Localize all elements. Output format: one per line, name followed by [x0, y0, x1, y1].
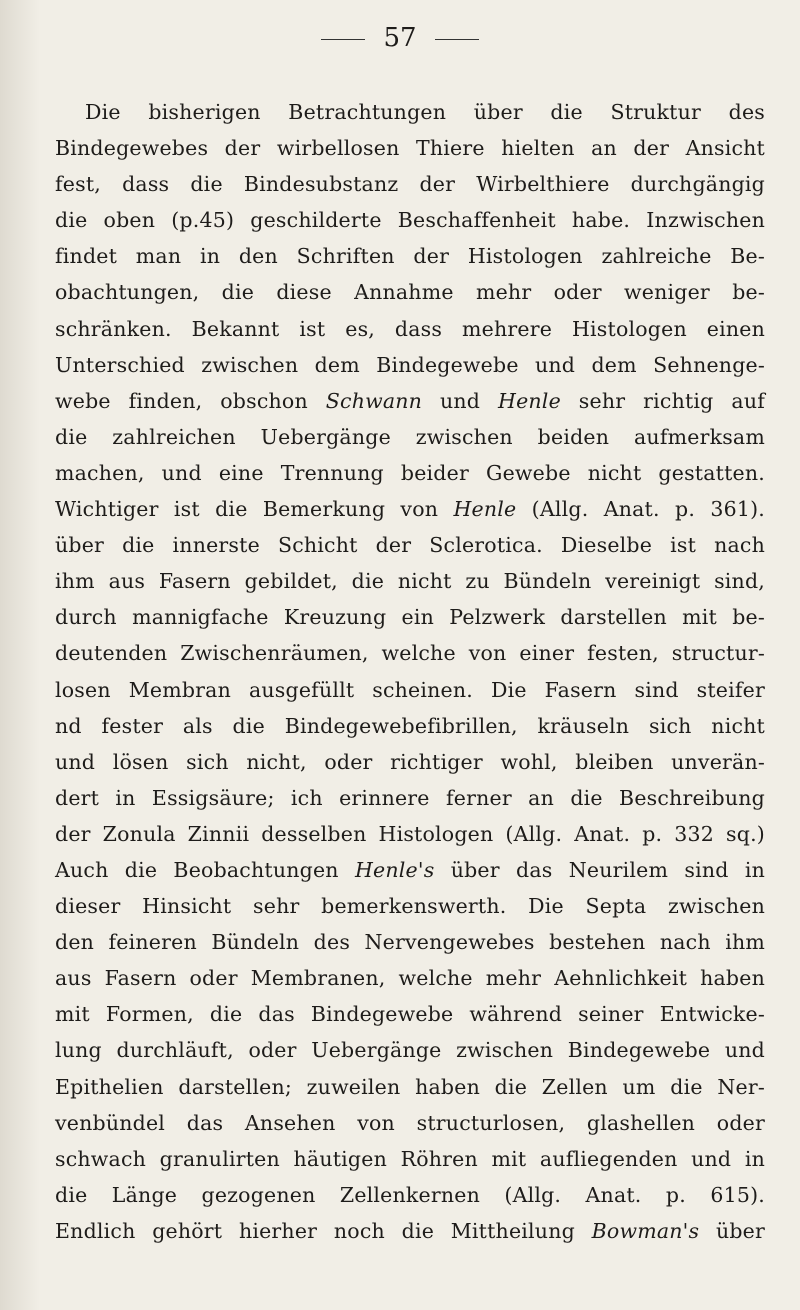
text-line: [55, 419, 765, 455]
text-line: [55, 1105, 765, 1141]
text-segment: mit Formen, die das Bindegewebe während seiner Entwicke-: [55, 1002, 765, 1027]
header-dash-left: [321, 39, 365, 40]
text-line: [55, 238, 765, 274]
text-segment: schränken. Bekannt ist es, dass mehrere Histologen einen: [55, 316, 765, 341]
text-line: [55, 852, 765, 888]
text-line: [55, 816, 765, 852]
text-segment: Bindegewebes der wirbellosen Thiere hielten an der Ansicht: [55, 136, 765, 161]
text-segment: sehr richtig auf: [560, 388, 766, 413]
text-line: [55, 744, 765, 780]
text-segment: den feineren Bündeln des Nervengewebes bestehen nach ihm: [55, 930, 765, 955]
text-segment: über die innerste Schicht der Sclerotica. Dieselbe ist nach: [55, 533, 765, 558]
text-segment: über das Neurilem sind in: [434, 857, 765, 882]
text-line: [55, 960, 765, 996]
text-line: [55, 347, 765, 383]
text-segment: aus Fasern oder Membranen, welche mehr Aehnlichkeit haben: [55, 966, 765, 991]
text-segment: lung durchläuft, oder Uebergänge zwischen Bindegewebe und: [55, 1038, 765, 1063]
text-segment: fest, dass die Bindesubstanz der Wirbelthiere durchgängig: [55, 172, 765, 197]
text-line: [55, 888, 765, 924]
text-segment: Epithelien darstellen; zuweilen haben die Zellen um die Ner-: [55, 1074, 765, 1099]
text-line: [55, 274, 765, 310]
text-line: [55, 202, 765, 238]
text-line: [55, 455, 765, 491]
text-line: [55, 311, 765, 347]
author-name: Henle: [498, 388, 561, 413]
text-segment: die oben (p.45) geschilderte Beschaffenheit habe. Inzwischen: [55, 208, 765, 233]
text-line: [55, 527, 765, 563]
text-segment: deutenden Zwischenräumen, welche von einer festen, structur-: [55, 641, 765, 666]
text-segment: nd fester als die Bindegewebefibrillen, kräuseln sich nicht: [55, 713, 765, 738]
text-segment: Auch die Beobachtungen: [55, 857, 355, 882]
text-line: [55, 996, 765, 1032]
author-name: Henle's: [354, 857, 435, 882]
text-line: [55, 491, 765, 527]
text-segment: durch mannigfache Kreuzung ein Pelzwerk darstellen mit be-: [55, 605, 765, 630]
text-segment: die Länge gezogenen Zellenkernen (Allg. Anat. p. 615).: [55, 1182, 765, 1207]
author-name: Bowman's: [591, 1218, 700, 1243]
page-number: 57: [383, 23, 417, 53]
text-segment: dieser Hinsicht sehr bemerkenswerth. Die Septa zwischen: [55, 894, 765, 919]
text-segment: (Allg. Anat. p. 361).: [516, 497, 765, 522]
text-line: [55, 672, 765, 708]
text-segment: webe finden, obschon: [55, 388, 326, 413]
text-segment: der Zonula Zinnii desselben Histologen (Allg. Anat. p. 332 sq.): [55, 821, 765, 846]
text-line: [55, 563, 765, 599]
text-segment: findet man in den Schriften der Histologen zahlreiche Be-: [55, 244, 765, 269]
text-segment: und lösen sich nicht, oder richtiger wohl, bleiben unverän-: [55, 749, 765, 774]
text-segment: venbündel das Ansehen von structurlosen, glashellen oder: [55, 1110, 765, 1135]
text-line: [55, 1213, 765, 1249]
text-line: [55, 1177, 765, 1213]
page-header: [0, 22, 800, 54]
text-segment: dert in Essigsäure; ich erinnere ferner an die Beschreibung: [55, 785, 765, 810]
text-segment: ihm aus Fasern gebildet, die nicht zu Bündeln vereinigt sind,: [55, 569, 765, 594]
text-line: [55, 1069, 765, 1105]
body-text: [55, 94, 765, 1249]
text-segment: Wichtiger ist die Bemerkung von: [55, 497, 454, 522]
text-segment: über: [699, 1218, 766, 1243]
page-edge-shadow: [0, 0, 40, 1310]
text-segment: Unterschied zwischen dem Bindegewebe und dem Sehnenge-: [55, 352, 765, 377]
text-line: [55, 1032, 765, 1068]
author-name: Henle: [453, 497, 517, 522]
text-line: [55, 924, 765, 960]
text-segment: Endlich gehört hierher noch die Mittheilung: [55, 1218, 592, 1243]
text-line: [55, 780, 765, 816]
text-line: [55, 94, 765, 130]
text-line: [55, 130, 765, 166]
text-line: [55, 1141, 765, 1177]
text-segment: machen, und eine Trennung beider Gewebe nicht gestatten.: [55, 460, 765, 485]
text-line: [55, 166, 765, 202]
text-segment: Die bisherigen Betrachtungen über die Struktur des: [85, 100, 765, 124]
text-line: [55, 383, 765, 419]
text-segment: und: [422, 388, 498, 413]
text-line: [55, 599, 765, 635]
text-segment: die zahlreichen Uebergänge zwischen beiden aufmerksam: [55, 424, 765, 449]
text-segment: obachtungen, die diese Annahme mehr oder weniger be-: [55, 280, 765, 305]
text-segment: schwach granulirten häutigen Röhren mit aufliegenden und in: [55, 1146, 765, 1171]
text-segment: losen Membran ausgefüllt scheinen. Die Fasern sind steifer: [55, 677, 765, 702]
author-name: Schwann: [325, 388, 423, 413]
header-dash-right: [435, 39, 479, 40]
text-line: [55, 635, 765, 671]
text-line: [55, 708, 765, 744]
